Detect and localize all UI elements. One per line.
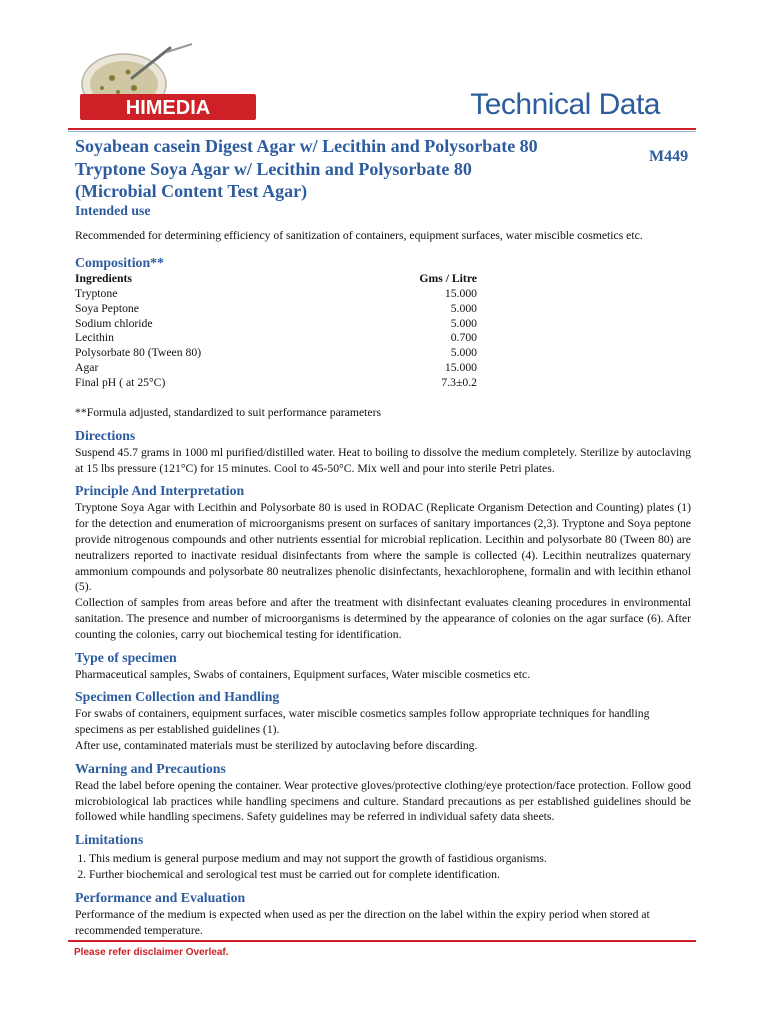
- ingredients-column-header: Ingredients: [75, 271, 132, 285]
- specimen-type-text: Pharmaceutical samples, Swabs of containers, Equipment surfaces, Water miscible cosmetics etc.: [75, 667, 531, 681]
- performance-text: Performance of the medium is expected when used as per the direction on the label within the expiry period when stored at recommended temperature.: [75, 907, 650, 937]
- limitations-list: [75, 851, 691, 883]
- header-divider: [68, 128, 696, 130]
- table-row: [75, 302, 477, 317]
- product-code: M449: [649, 148, 689, 165]
- ingredient-name: Polysorbate 80 (Tween 80): [75, 346, 202, 360]
- list-item: 1. This medium is general purpose medium and may not support the growth of fastidious organisms.: [89, 851, 691, 867]
- table-row: [75, 287, 477, 302]
- table-row: [75, 361, 477, 376]
- ingredient-amount: 5.000: [450, 346, 477, 360]
- svg-text:HIMEDIA: HIMEDIA: [125, 97, 211, 119]
- ingredient-name: Sodium chloride: [75, 316, 153, 330]
- table-row: [75, 317, 477, 332]
- limitations-heading: Limitations: [75, 832, 144, 848]
- principle-heading: Principle And Interpretation: [75, 483, 245, 499]
- ingredient-amount: 5.000: [450, 316, 477, 330]
- ingredient-amount: 7.3±0.2: [441, 376, 477, 390]
- principle-para-1: Tryptone Soya Agar with Lecithin and Polysorbate 80 is used in RODAC (Replicate Organism Detection and Counting) plates (1) for the detection and enumeration of microorganisms present on surfaces of sanitary importances (2,3). Tryptone and Soya peptone provide nitrogenous compounds and other nutrients essential for microbial replication. Lecithin and polysorbate 80 (Tween 80) are neutralizers reported to inactivate residual disinfectants from where the sample is collected (4). Lecithin neutralizes quaternary ammonium compounds and polysorbate 80 neutralizes phenolic disinfectants, hexachlorophene, formalin and with lecithin ethanol (5).: [75, 501, 691, 594]
- intended-use-text: Recommended for determining efficiency of sanitization of containers, equipment surfaces, water miscible cosmetics etc.: [75, 229, 643, 242]
- intended-use-heading: Intended use: [75, 203, 151, 218]
- ingredient-name: Tryptone: [75, 286, 118, 300]
- ingredient-name: Soya Peptone: [75, 301, 139, 315]
- ingredient-amount: 15.000: [444, 286, 477, 300]
- footer-divider: [68, 940, 696, 942]
- ingredient-amount: 15.000: [444, 361, 477, 375]
- warning-text: Read the label before opening the container. Wear protective gloves/protective clothing/eye protection/face protection. Follow good microbiological lab practices while handling specimens and culture. Standard precautions as per established guidelines should be followed while handling specimens. Safety guidelines may be referred in individual safety data sheets.: [75, 778, 691, 824]
- directions-heading: Directions: [75, 427, 136, 443]
- directions-text: Suspend 45.7 grams in 1000 ml purified/distilled water. Heat to boiling to dissolve the medium completely. Sterilize by autoclaving at 15 lbs pressure (121°C) for 15 minutes. Cool to 45-50°C. Mix well and pour into sterile Petri plates.: [75, 445, 691, 475]
- ingredient-name: Final pH ( at 25°C): [75, 376, 166, 390]
- himedia-logo: [72, 42, 262, 128]
- principle-para-2: Collection of samples from areas before and after the treatment with disinfectant evaluates cleaning procedures in environmental sanitation. The presence and number of microorganisms is determined by the appearance of colonies on the agar surface (6). After counting the colonies, carry out biochemical testing for identification.: [75, 596, 691, 641]
- performance-heading: Performance and Evaluation: [75, 889, 246, 905]
- list-item: 2. Further biochemical and serological test must be carried out for complete identification.: [89, 867, 691, 883]
- ingredient-amount: 0.700: [450, 331, 477, 345]
- collection-para-2: After use, contaminated materials must be sterilized by autoclaving before discarding.: [75, 739, 478, 752]
- ingredient-name: Agar: [75, 361, 99, 375]
- composition-table: [75, 272, 477, 391]
- table-row: [75, 346, 477, 361]
- product-title-line1: Soyabean casein Digest Agar w/ Lecithin and Polysorbate 80: [75, 136, 538, 156]
- warning-heading: Warning and Precautions: [75, 760, 226, 776]
- composition-heading: Composition**: [75, 254, 164, 270]
- collection-heading: Specimen Collection and Handling: [75, 689, 280, 705]
- specimen-type-heading: Type of specimen: [75, 649, 177, 665]
- ingredient-name: Lecithin: [75, 331, 114, 345]
- amount-column-header: Gms / Litre: [419, 271, 477, 285]
- disclaimer-note: Please refer disclaimer Overleaf.: [74, 947, 229, 958]
- collection-para-1: For swabs of containers, equipment surfaces, water miscible cosmetics samples follow appropriate techniques for handling specimens as per established guidelines (1).: [75, 707, 650, 737]
- product-title-line2: Tryptone Soya Agar w/ Lecithin and Polysorbate 80: [75, 158, 472, 179]
- document-body: [75, 202, 691, 938]
- table-row: [75, 331, 477, 346]
- composition-note: **Formula adjusted, standardized to suit performance parameters: [75, 406, 382, 420]
- ingredient-amount: 5.000: [450, 301, 477, 315]
- page-title: Technical Data: [470, 88, 660, 121]
- table-row: [75, 376, 477, 391]
- composition-header-row: [75, 272, 477, 287]
- product-title: [75, 135, 635, 203]
- header-divider-secondary: [68, 131, 696, 132]
- product-title-line3: (Microbial Content Test Agar): [75, 181, 308, 201]
